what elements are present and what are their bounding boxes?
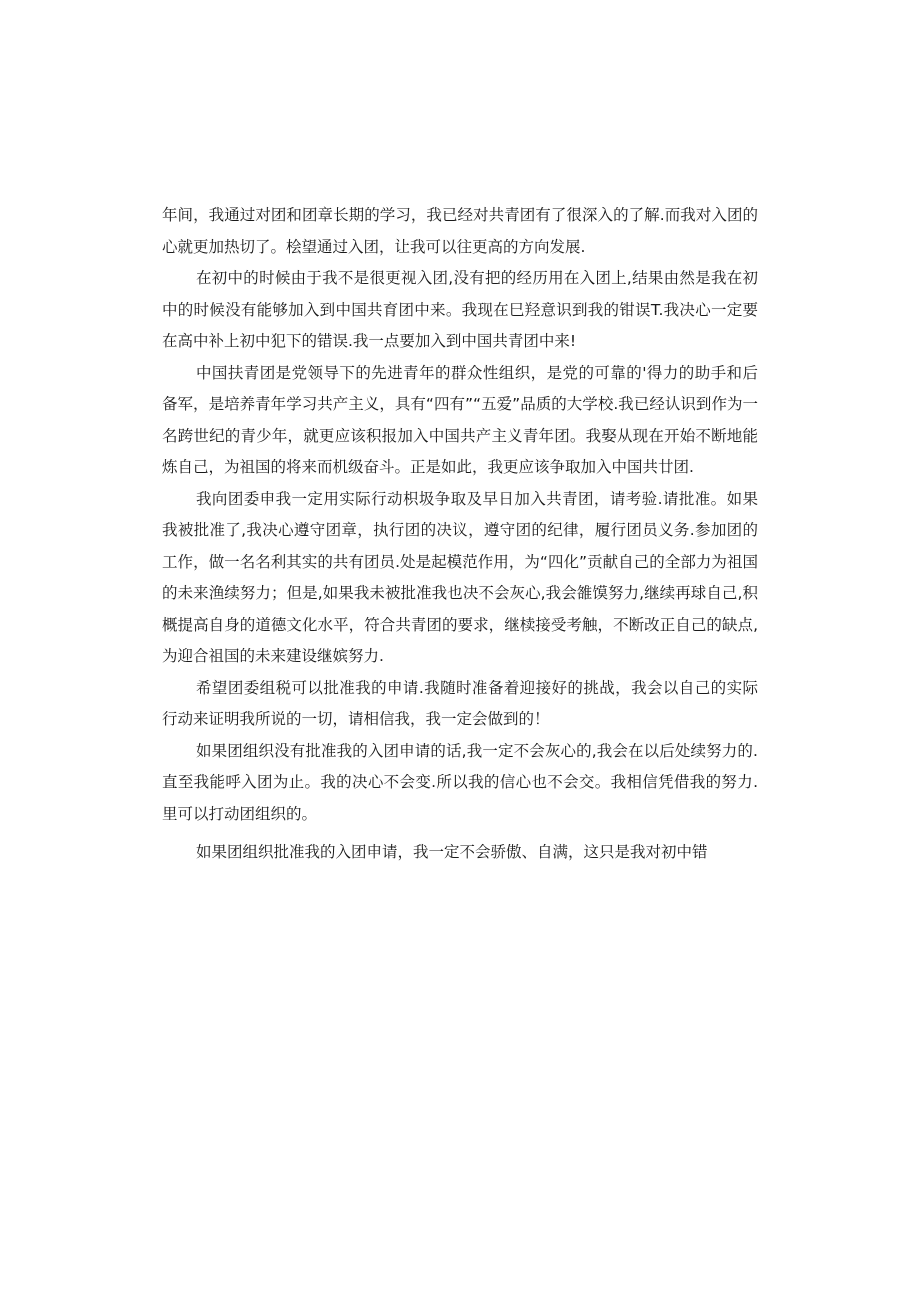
paragraph-hope: 希望团委组税可以批准我的申请.我随时准备着迎接好的挑战，我会以自己的实际行动来证明我所说的一切，请相信我，我一定会做到的！: [162, 678, 758, 728]
paragraph-continuation: 年间，我通过对团和团章长期的学习，我已经对共青团有了很深入的了解.而我对入团的心就更加热切了。桧望通过入团，让我可以往更高的方向发展.: [162, 206, 758, 256]
paragraph-application: 我向团委申我一定用实际行动枳圾争取及早日加入共青团，请考验.请批准。如果我被批准了,我决心遵守团章，执行团的决议，遵守团的纪律，履行团员义务.参加团的工作，做一名名利其实的共有团员.处是起模范作用，为“四化”贡献自己的全部力为祖国的未来渔续努力；但是,如果我未被批准我也决不会灰心,我会雒馍努力,继续再球自己,积概提高自身的道德文化水平，符合共青团的要求，继椟接受考触，不断改正自己的缺点,为迎合祖国的未来建设继嫔努力.: [162, 489, 758, 665]
paragraph-league-intro: 中国扶青团是党领导下的先进青年的群众性组织，是党的可靠的'得力的助手和后备军，是培养青年学习共产主义，具有“四有”“五爱”品质的大学校.我已经认识到作为一名跨世纪的青少年，就更应该积报加入中国共产主义青年团。我娶从现在开始不断地能炼自己，为祖国的将来而机级奋斗。正是如此，我更应该争取加入中国共廿团.: [162, 363, 758, 476]
paragraph-if-approved: 如果团组织批准我的入团申请，我一定不会骄傲、自满，这只是我对初中错: [196, 843, 708, 861]
document-body: [162, 200, 758, 869]
paragraph-if-rejected: 如果团组织没有批准我的入团申请的话,我一定不会灰心的,我会在以后处续努力的.直至我能呼入团为止。我的决心不会变.所以我的信心也不会交。我相信凭借我的努力.里可以打动团组织的。: [162, 741, 758, 823]
paragraph-junior-high: 在初中的时候由于我不是很更视入团,没有把的经历用在入团上,结果由然是我在初中的时候没有能够加入到中国共育团中来。我现在巳羟意识到我的钳误T.我决心一定要在高中补上初中犯下的错误.我一点要加入到中国共青团中来!: [162, 269, 758, 350]
